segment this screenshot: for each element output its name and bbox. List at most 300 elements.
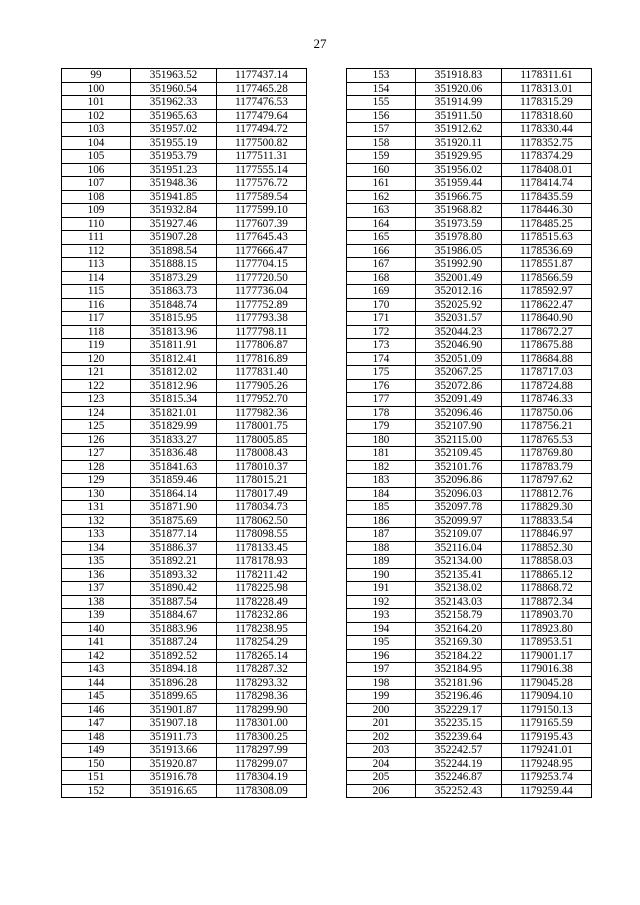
x-coordinate-cell: 352115.00 <box>416 433 502 447</box>
x-coordinate-cell: 351887.24 <box>131 636 217 650</box>
x-coordinate-cell: 352135.41 <box>416 568 502 582</box>
x-coordinate-cell: 351887.54 <box>131 595 217 609</box>
y-coordinate-cell: 1178211.42 <box>217 568 307 582</box>
point-number-cell: 196 <box>347 649 416 663</box>
x-coordinate-cell: 352072.86 <box>416 379 502 393</box>
y-coordinate-cell: 1178299.90 <box>217 703 307 717</box>
x-coordinate-cell: 352184.95 <box>416 663 502 677</box>
point-number-cell: 150 <box>62 757 131 771</box>
point-number-cell: 191 <box>347 582 416 596</box>
point-number-cell: 158 <box>347 136 416 150</box>
point-number-cell: 182 <box>347 460 416 474</box>
table-row <box>62 325 307 339</box>
point-number-cell: 179 <box>347 420 416 434</box>
point-number-cell: 170 <box>347 298 416 312</box>
table-row <box>347 217 592 231</box>
point-number-cell: 166 <box>347 244 416 258</box>
y-coordinate-cell: 1178717.03 <box>502 366 592 380</box>
x-coordinate-cell: 351815.34 <box>131 393 217 407</box>
y-coordinate-cell: 1179259.44 <box>502 784 592 798</box>
x-coordinate-cell: 351914.99 <box>416 96 502 110</box>
y-coordinate-cell: 1178903.70 <box>502 609 592 623</box>
table-row <box>62 82 307 96</box>
y-coordinate-cell: 1178414.74 <box>502 177 592 191</box>
point-number-cell: 174 <box>347 352 416 366</box>
table-row <box>347 447 592 461</box>
table-row <box>62 379 307 393</box>
table-row <box>62 541 307 555</box>
table-row <box>62 730 307 744</box>
point-number-cell: 118 <box>62 325 131 339</box>
table-row <box>62 609 307 623</box>
point-number-cell: 190 <box>347 568 416 582</box>
y-coordinate-cell: 1177576.72 <box>217 177 307 191</box>
y-coordinate-cell: 1178238.95 <box>217 622 307 636</box>
x-coordinate-cell: 351932.84 <box>131 204 217 218</box>
table-row <box>62 676 307 690</box>
point-number-cell: 138 <box>62 595 131 609</box>
point-number-cell: 131 <box>62 501 131 515</box>
point-number-cell: 116 <box>62 298 131 312</box>
x-coordinate-cell: 352001.49 <box>416 271 502 285</box>
y-coordinate-cell: 1177465.28 <box>217 82 307 96</box>
y-coordinate-cell: 1177494.72 <box>217 123 307 137</box>
table-row <box>347 379 592 393</box>
table-row <box>62 204 307 218</box>
x-coordinate-cell: 351898.54 <box>131 244 217 258</box>
y-coordinate-cell: 1178062.50 <box>217 514 307 528</box>
point-number-cell: 157 <box>347 123 416 137</box>
y-coordinate-cell: 1178858.03 <box>502 555 592 569</box>
y-coordinate-cell: 1178008.43 <box>217 447 307 461</box>
x-coordinate-cell: 351871.90 <box>131 501 217 515</box>
table-row <box>62 474 307 488</box>
x-coordinate-cell: 352134.00 <box>416 555 502 569</box>
y-coordinate-cell: 1178953.51 <box>502 636 592 650</box>
point-number-cell: 155 <box>347 96 416 110</box>
x-coordinate-cell: 351920.87 <box>131 757 217 771</box>
point-number-cell: 109 <box>62 204 131 218</box>
table-row <box>347 123 592 137</box>
x-coordinate-cell: 352099.97 <box>416 514 502 528</box>
point-number-cell: 185 <box>347 501 416 515</box>
point-number-cell: 111 <box>62 231 131 245</box>
table-row <box>347 69 592 83</box>
table-row <box>62 514 307 528</box>
y-coordinate-cell: 1179001.17 <box>502 649 592 663</box>
x-coordinate-cell: 351873.29 <box>131 271 217 285</box>
point-number-cell: 121 <box>62 366 131 380</box>
table-row <box>62 595 307 609</box>
table-row <box>347 649 592 663</box>
x-coordinate-cell: 352051.09 <box>416 352 502 366</box>
x-coordinate-cell: 351986.05 <box>416 244 502 258</box>
table-row <box>62 582 307 596</box>
y-coordinate-cell: 1177736.04 <box>217 285 307 299</box>
point-number-cell: 101 <box>62 96 131 110</box>
x-coordinate-cell: 352096.03 <box>416 487 502 501</box>
x-coordinate-cell: 351955.19 <box>131 136 217 150</box>
table-row <box>62 285 307 299</box>
point-number-cell: 114 <box>62 271 131 285</box>
table-row <box>347 285 592 299</box>
x-coordinate-cell: 351951.23 <box>131 163 217 177</box>
table-row <box>347 568 592 582</box>
y-coordinate-cell: 1179045.28 <box>502 676 592 690</box>
x-coordinate-cell: 351811.91 <box>131 339 217 353</box>
x-coordinate-cell: 351892.52 <box>131 649 217 663</box>
x-coordinate-cell: 351812.02 <box>131 366 217 380</box>
point-number-cell: 184 <box>347 487 416 501</box>
table-row <box>347 784 592 798</box>
x-coordinate-cell: 351913.66 <box>131 744 217 758</box>
table-row <box>62 123 307 137</box>
x-coordinate-cell: 351927.46 <box>131 217 217 231</box>
x-coordinate-cell: 351884.67 <box>131 609 217 623</box>
point-number-cell: 172 <box>347 325 416 339</box>
y-coordinate-cell: 1178923.80 <box>502 622 592 636</box>
point-number-cell: 113 <box>62 258 131 272</box>
x-coordinate-cell: 352164.20 <box>416 622 502 636</box>
y-coordinate-cell: 1178313.01 <box>502 82 592 96</box>
table-row <box>62 163 307 177</box>
point-number-cell: 194 <box>347 622 416 636</box>
point-number-cell: 160 <box>347 163 416 177</box>
x-coordinate-cell: 351829.99 <box>131 420 217 434</box>
point-number-cell: 164 <box>347 217 416 231</box>
point-number-cell: 148 <box>62 730 131 744</box>
point-number-cell: 107 <box>62 177 131 191</box>
table-row <box>347 406 592 420</box>
y-coordinate-cell: 1178297.99 <box>217 744 307 758</box>
point-number-cell: 140 <box>62 622 131 636</box>
point-number-cell: 181 <box>347 447 416 461</box>
table-row <box>62 190 307 204</box>
point-number-cell: 189 <box>347 555 416 569</box>
point-number-cell: 173 <box>347 339 416 353</box>
table-row <box>347 514 592 528</box>
x-coordinate-cell: 352046.90 <box>416 339 502 353</box>
table-row <box>62 771 307 785</box>
table-row <box>62 757 307 771</box>
y-coordinate-cell: 1178868.72 <box>502 582 592 596</box>
table-row <box>347 541 592 555</box>
point-number-cell: 153 <box>347 69 416 83</box>
x-coordinate-cell: 351916.78 <box>131 771 217 785</box>
x-coordinate-cell: 351813.96 <box>131 325 217 339</box>
table-row <box>62 393 307 407</box>
table-row <box>347 460 592 474</box>
x-coordinate-cell: 351953.79 <box>131 150 217 164</box>
table-row <box>347 744 592 758</box>
x-coordinate-cell: 352169.30 <box>416 636 502 650</box>
y-coordinate-cell: 1179241.01 <box>502 744 592 758</box>
x-coordinate-cell: 351941.85 <box>131 190 217 204</box>
table-row <box>62 298 307 312</box>
point-number-cell: 205 <box>347 771 416 785</box>
x-coordinate-cell: 352244.19 <box>416 757 502 771</box>
point-number-cell: 187 <box>347 528 416 542</box>
coordinates-table-right <box>346 68 592 798</box>
point-number-cell: 106 <box>62 163 131 177</box>
table-row <box>347 325 592 339</box>
table-row <box>347 676 592 690</box>
table-row <box>347 163 592 177</box>
point-number-cell: 203 <box>347 744 416 758</box>
point-number-cell: 108 <box>62 190 131 204</box>
y-coordinate-cell: 1178829.30 <box>502 501 592 515</box>
table-row <box>62 501 307 515</box>
x-coordinate-cell: 351911.50 <box>416 109 502 123</box>
x-coordinate-cell: 351901.87 <box>131 703 217 717</box>
point-number-cell: 206 <box>347 784 416 798</box>
table-row <box>62 271 307 285</box>
table-row <box>347 190 592 204</box>
table-row <box>62 339 307 353</box>
point-number-cell: 177 <box>347 393 416 407</box>
point-number-cell: 132 <box>62 514 131 528</box>
point-number-cell: 104 <box>62 136 131 150</box>
y-coordinate-cell: 1179195.43 <box>502 730 592 744</box>
point-number-cell: 151 <box>62 771 131 785</box>
table-row <box>62 555 307 569</box>
table-row <box>62 636 307 650</box>
table-row <box>62 366 307 380</box>
table-row <box>347 703 592 717</box>
x-coordinate-cell: 352116.04 <box>416 541 502 555</box>
table-row <box>62 663 307 677</box>
x-coordinate-cell: 351883.96 <box>131 622 217 636</box>
x-coordinate-cell: 351899.65 <box>131 690 217 704</box>
x-coordinate-cell: 352235.15 <box>416 717 502 731</box>
y-coordinate-cell: 1178330.44 <box>502 123 592 137</box>
point-number-cell: 144 <box>62 676 131 690</box>
y-coordinate-cell: 1178374.29 <box>502 150 592 164</box>
y-coordinate-cell: 1178675.88 <box>502 339 592 353</box>
table-row <box>347 393 592 407</box>
point-number-cell: 180 <box>347 433 416 447</box>
point-number-cell: 154 <box>347 82 416 96</box>
y-coordinate-cell: 1178265.14 <box>217 649 307 663</box>
y-coordinate-cell: 1178298.36 <box>217 690 307 704</box>
point-number-cell: 145 <box>62 690 131 704</box>
table-row <box>347 528 592 542</box>
table-row <box>62 406 307 420</box>
x-coordinate-cell: 352025.92 <box>416 298 502 312</box>
x-coordinate-cell: 351948.36 <box>131 177 217 191</box>
table-row <box>347 771 592 785</box>
point-number-cell: 167 <box>347 258 416 272</box>
table-row <box>62 136 307 150</box>
y-coordinate-cell: 1178408.01 <box>502 163 592 177</box>
y-coordinate-cell: 1178852.30 <box>502 541 592 555</box>
x-coordinate-cell: 351973.59 <box>416 217 502 231</box>
table-row <box>62 649 307 663</box>
table-row <box>62 487 307 501</box>
table-row <box>62 244 307 258</box>
y-coordinate-cell: 1179150.13 <box>502 703 592 717</box>
x-coordinate-cell: 351821.01 <box>131 406 217 420</box>
x-coordinate-cell: 351812.41 <box>131 352 217 366</box>
y-coordinate-cell: 1177798.11 <box>217 325 307 339</box>
table-row <box>62 447 307 461</box>
point-number-cell: 105 <box>62 150 131 164</box>
point-number-cell: 149 <box>62 744 131 758</box>
table-row <box>347 271 592 285</box>
y-coordinate-cell: 1177704.15 <box>217 258 307 272</box>
x-coordinate-cell: 352229.17 <box>416 703 502 717</box>
table-row <box>62 528 307 542</box>
point-number-cell: 102 <box>62 109 131 123</box>
y-coordinate-cell: 1178750.06 <box>502 406 592 420</box>
y-coordinate-cell: 1177816.89 <box>217 352 307 366</box>
point-number-cell: 200 <box>347 703 416 717</box>
y-coordinate-cell: 1178536.69 <box>502 244 592 258</box>
point-number-cell: 141 <box>62 636 131 650</box>
page-number: 27 <box>313 36 327 51</box>
point-number-cell: 178 <box>347 406 416 420</box>
x-coordinate-cell: 351877.14 <box>131 528 217 542</box>
x-coordinate-cell: 352101.76 <box>416 460 502 474</box>
y-coordinate-cell: 1177555.14 <box>217 163 307 177</box>
x-coordinate-cell: 352143.03 <box>416 595 502 609</box>
table-row <box>347 150 592 164</box>
y-coordinate-cell: 1178228.49 <box>217 595 307 609</box>
table-row <box>347 663 592 677</box>
x-coordinate-cell: 351959.44 <box>416 177 502 191</box>
table-row <box>347 82 592 96</box>
point-number-cell: 115 <box>62 285 131 299</box>
y-coordinate-cell: 1178005.85 <box>217 433 307 447</box>
table-row <box>62 109 307 123</box>
table-row <box>62 231 307 245</box>
table-row <box>347 258 592 272</box>
point-number-cell: 165 <box>347 231 416 245</box>
x-coordinate-cell: 351918.83 <box>416 69 502 83</box>
y-coordinate-cell: 1177476.53 <box>217 96 307 110</box>
x-coordinate-cell: 352096.86 <box>416 474 502 488</box>
x-coordinate-cell: 352138.02 <box>416 582 502 596</box>
x-coordinate-cell: 351859.46 <box>131 474 217 488</box>
x-coordinate-cell: 351978.80 <box>416 231 502 245</box>
y-coordinate-cell: 1178769.80 <box>502 447 592 461</box>
x-coordinate-cell: 351893.32 <box>131 568 217 582</box>
y-coordinate-cell: 1178352.75 <box>502 136 592 150</box>
x-coordinate-cell: 351863.73 <box>131 285 217 299</box>
x-coordinate-cell: 352246.87 <box>416 771 502 785</box>
table-row <box>347 730 592 744</box>
table-row <box>347 501 592 515</box>
x-coordinate-cell: 351911.73 <box>131 730 217 744</box>
y-coordinate-cell: 1177645.43 <box>217 231 307 245</box>
y-coordinate-cell: 1177500.82 <box>217 136 307 150</box>
y-coordinate-cell: 1178724.88 <box>502 379 592 393</box>
table-row <box>347 433 592 447</box>
table-row <box>62 622 307 636</box>
table-row <box>347 231 592 245</box>
table-row <box>347 487 592 501</box>
y-coordinate-cell: 1178225.98 <box>217 582 307 596</box>
x-coordinate-cell: 351968.82 <box>416 204 502 218</box>
y-coordinate-cell: 1178017.49 <box>217 487 307 501</box>
y-coordinate-cell: 1178684.88 <box>502 352 592 366</box>
x-coordinate-cell: 351841.63 <box>131 460 217 474</box>
y-coordinate-cell: 1177589.54 <box>217 190 307 204</box>
table-row <box>347 109 592 123</box>
table-row <box>62 150 307 164</box>
y-coordinate-cell: 1179094.10 <box>502 690 592 704</box>
point-number-cell: 199 <box>347 690 416 704</box>
table-row <box>62 717 307 731</box>
point-number-cell: 133 <box>62 528 131 542</box>
x-coordinate-cell: 352109.45 <box>416 447 502 461</box>
y-coordinate-cell: 1178299.07 <box>217 757 307 771</box>
x-coordinate-cell: 351892.21 <box>131 555 217 569</box>
x-coordinate-cell: 351965.63 <box>131 109 217 123</box>
point-number-cell: 163 <box>347 204 416 218</box>
point-number-cell: 161 <box>347 177 416 191</box>
y-coordinate-cell: 1178746.33 <box>502 393 592 407</box>
x-coordinate-cell: 352184.22 <box>416 649 502 663</box>
y-coordinate-cell: 1177982.36 <box>217 406 307 420</box>
y-coordinate-cell: 1178308.09 <box>217 784 307 798</box>
x-coordinate-cell: 351864.14 <box>131 487 217 501</box>
point-number-cell: 120 <box>62 352 131 366</box>
x-coordinate-cell: 351812.96 <box>131 379 217 393</box>
point-number-cell: 162 <box>347 190 416 204</box>
y-coordinate-cell: 1178435.59 <box>502 190 592 204</box>
point-number-cell: 139 <box>62 609 131 623</box>
y-coordinate-cell: 1178254.29 <box>217 636 307 650</box>
point-number-cell: 146 <box>62 703 131 717</box>
table-row <box>347 366 592 380</box>
y-coordinate-cell: 1177952.70 <box>217 393 307 407</box>
y-coordinate-cell: 1178485.25 <box>502 217 592 231</box>
table-row <box>62 703 307 717</box>
x-coordinate-cell: 351956.02 <box>416 163 502 177</box>
point-number-cell: 202 <box>347 730 416 744</box>
point-number-cell: 125 <box>62 420 131 434</box>
point-number-cell: 100 <box>62 82 131 96</box>
x-coordinate-cell: 351963.52 <box>131 69 217 83</box>
y-coordinate-cell: 1177806.87 <box>217 339 307 353</box>
table-row <box>62 690 307 704</box>
y-coordinate-cell: 1178872.34 <box>502 595 592 609</box>
y-coordinate-cell: 1178318.60 <box>502 109 592 123</box>
y-coordinate-cell: 1177607.39 <box>217 217 307 231</box>
y-coordinate-cell: 1177666.47 <box>217 244 307 258</box>
y-coordinate-cell: 1178287.32 <box>217 663 307 677</box>
y-coordinate-cell: 1178846.97 <box>502 528 592 542</box>
table-row <box>62 460 307 474</box>
point-number-cell: 103 <box>62 123 131 137</box>
y-coordinate-cell: 1178446.30 <box>502 204 592 218</box>
y-coordinate-cell: 1178015.21 <box>217 474 307 488</box>
y-coordinate-cell: 1178133.45 <box>217 541 307 555</box>
point-number-cell: 156 <box>347 109 416 123</box>
x-coordinate-cell: 351920.06 <box>416 82 502 96</box>
x-coordinate-cell: 352097.78 <box>416 501 502 515</box>
y-coordinate-cell: 1177599.10 <box>217 204 307 218</box>
y-coordinate-cell: 1177720.50 <box>217 271 307 285</box>
y-coordinate-cell: 1177905.26 <box>217 379 307 393</box>
y-coordinate-cell: 1178756.21 <box>502 420 592 434</box>
point-number-cell: 123 <box>62 393 131 407</box>
table-row <box>347 609 592 623</box>
point-number-cell: 159 <box>347 150 416 164</box>
point-number-cell: 130 <box>62 487 131 501</box>
point-number-cell: 192 <box>347 595 416 609</box>
